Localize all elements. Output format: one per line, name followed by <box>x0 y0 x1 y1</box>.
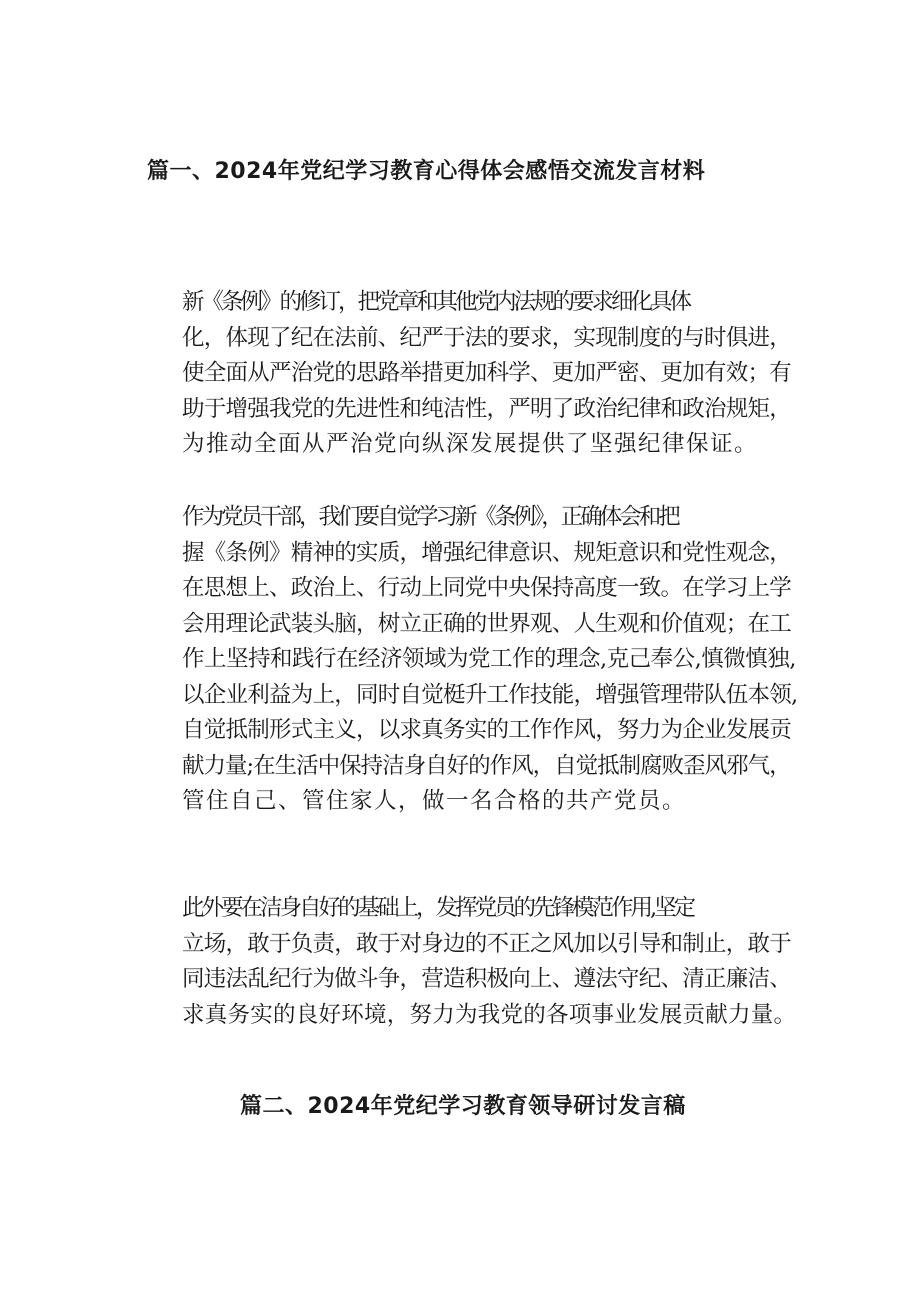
paragraph-3 <box>137 891 797 1033</box>
text-line: 助于增强我党的先进性和纯洁性，严明了政治纪律和政治规矩， <box>182 395 792 422</box>
text-line: 自觉抵制形式主义，以求真务实的工作作风，努力为企业发展贡 <box>182 717 792 743</box>
text-line: 此外要在洁身自好的基础上，发挥党员的先锋模范作用,坚定 <box>182 895 694 921</box>
text-line: 作为党员干部，我们要自觉学习新《条例》，正确体会和把 <box>182 504 678 530</box>
text-line: 管住自己、管住家人，做一名合格的共产党员。 <box>182 788 687 814</box>
text-line: 立场，敢于负责，敢于对身边的不正之风加以引导和制止，敢于 <box>182 930 792 957</box>
text-line: 求真务实的良好环境，努力为我党的各项事业发展贡献力量。 <box>182 1001 797 1028</box>
text-line: 同违法乱纪行为做斗争，营造积极向上、遵法守纪、清正廉洁、 <box>182 966 792 992</box>
section-heading-1: 篇一、2024年党纪学习教育心得体会感悟交流发言材料 <box>147 159 706 184</box>
paragraph-2 <box>137 500 797 820</box>
text-line: 作上坚持和践行在经济领域为党工作的理念,克己奉公,慎微慎独, <box>182 646 796 672</box>
paragraph-1 <box>137 285 797 463</box>
paragraph-3-text <box>137 891 797 1033</box>
text-line: 在思想上、政治上、行动上同党中央保持高度一致。在学习上学 <box>182 575 792 601</box>
text-line: 会用理论武装头脑，树立正确的世界观、人生观和价值观；在工 <box>182 610 792 637</box>
text-line: 握《条例》精神的实质，增强纪律意识、规矩意识和党性观念， <box>182 539 792 566</box>
text-line: 使全面从严治党的思路举措更加科学、更加严密、更加有效；有 <box>182 360 792 386</box>
text-line: 献力量;在生活中保持洁身自好的作风，自觉抵制腐败歪风邪气， <box>182 752 791 779</box>
paragraph-1-text <box>137 285 797 463</box>
section-heading-2: 篇二、2024年党纪学习教育领导研讨发言稿 <box>240 1094 686 1119</box>
paragraph-2-text <box>137 500 797 820</box>
text-line: 以企业利益为上，同时自觉梃升工作技能，增强管理带队伍本领, <box>182 681 798 708</box>
text-line: 化，体现了纪在法前、纪严于法的要求，实现制度的与时俱进， <box>182 324 792 351</box>
text-line: 新《条例》的修订，把党章和其他党内法规的要求细化具体 <box>182 289 690 315</box>
text-line: 为推动全面从严治党向纵深发展提供了坚强纪律保证。 <box>182 431 759 457</box>
